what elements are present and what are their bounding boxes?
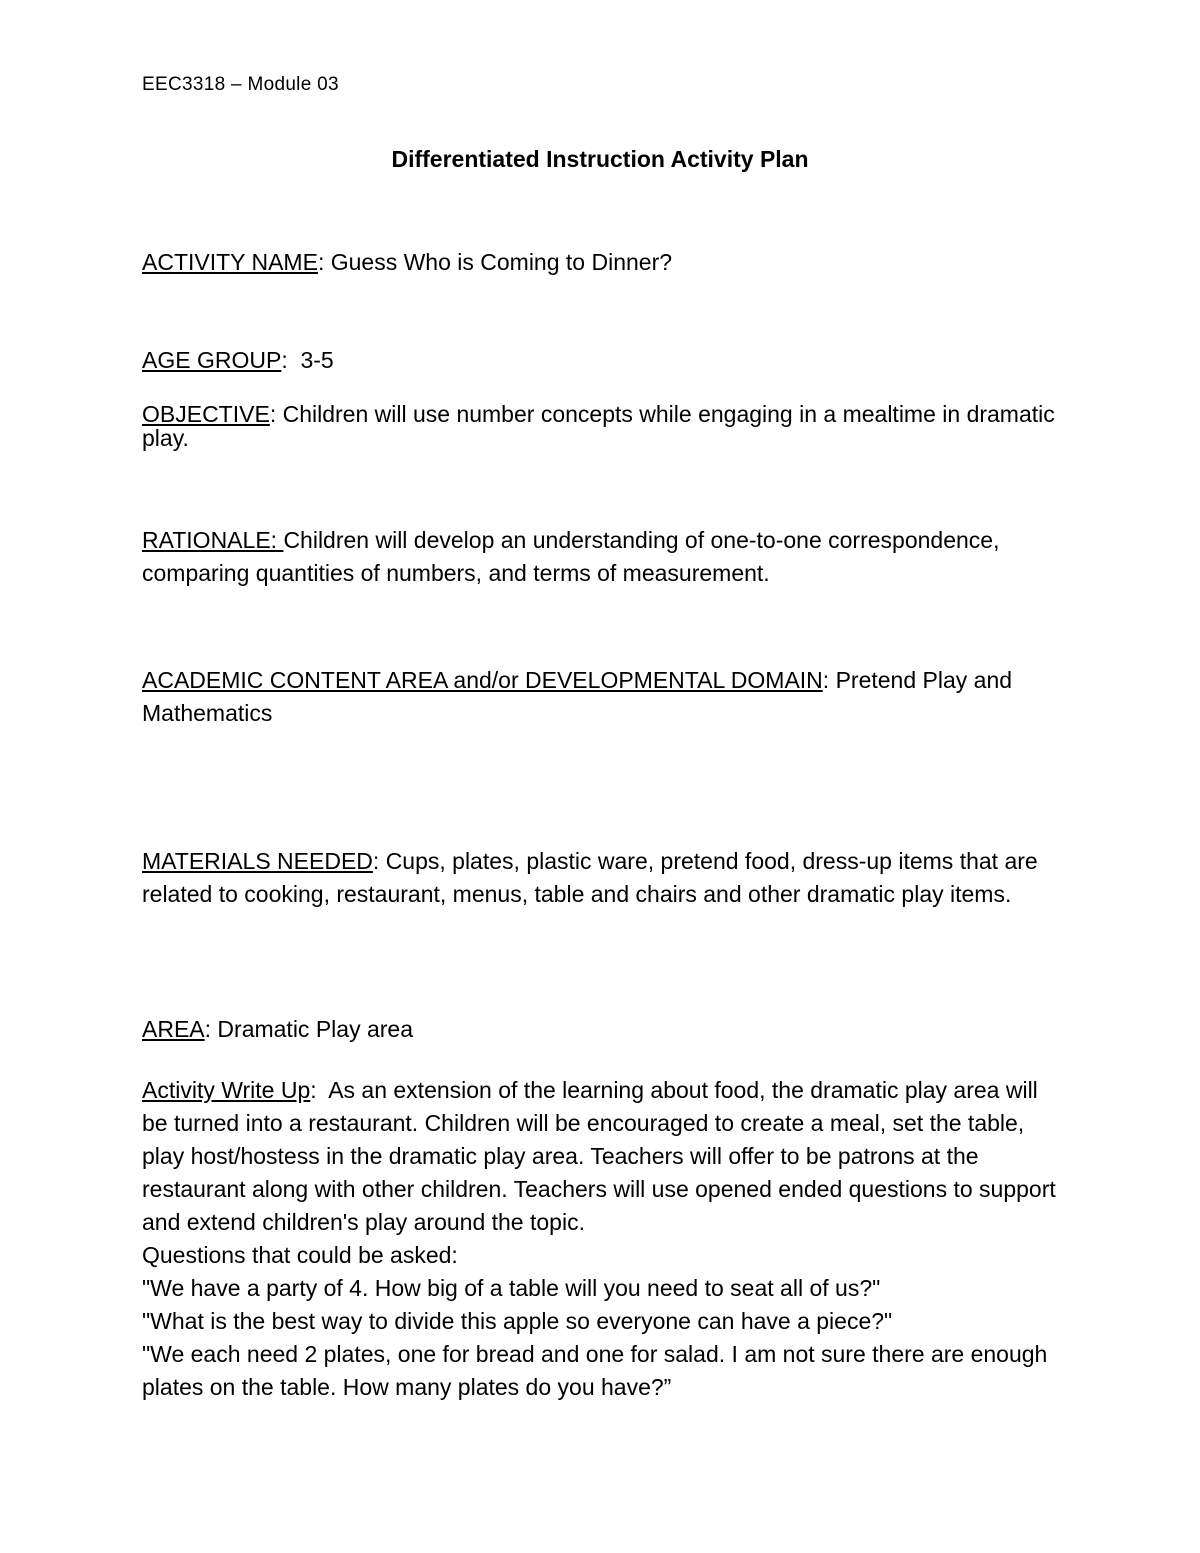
activity-write-up-label: Activity Write Up [142, 1077, 311, 1103]
area-separator: : [204, 1016, 218, 1042]
age-group-label: AGE GROUP [142, 347, 282, 373]
document-title: Differentiated Instruction Activity Plan [391, 146, 809, 172]
activity-name-field [142, 246, 1062, 279]
activity-name-value: Guess Who is Coming to Dinner? [330, 249, 673, 275]
rationale-value: Children will develop an understanding of one-to-one correspondence, comparing quantities of numbers, and terms of measurement. [142, 527, 1000, 586]
content-area-separator: : [822, 667, 836, 693]
question-item: "What is the best way to divide this apple so everyone can have a piece?" [142, 1308, 893, 1334]
materials-field [142, 845, 1062, 911]
question-item: "We have a party of 4. How big of a table will you need to seat all of us?" [142, 1275, 881, 1301]
materials-value: Cups, plates, plastic ware, pretend food, dress-up items that are related to cooking, restaurant, menus, table and chairs and other dramatic play items. [142, 848, 1038, 907]
area-label: AREA [142, 1016, 205, 1042]
objective-separator: : [269, 401, 283, 427]
activity-name-separator: : [317, 249, 331, 275]
age-group-separator: : [281, 347, 301, 373]
content-area-field [142, 664, 1062, 730]
content-area-label: ACADEMIC CONTENT AREA and/or DEVELOPMENTAL DOMAIN [142, 667, 823, 693]
age-group-value: 3-5 [300, 347, 334, 373]
objective-value: Children will use number concepts while engaging in a mealtime in dramatic play. [142, 401, 1055, 451]
activity-write-up-paragraph [142, 1074, 1062, 1239]
age-group-field [142, 344, 1062, 377]
activity-write-up-separator: : [310, 1077, 329, 1103]
area-field [142, 1013, 1062, 1046]
questions-intro: Questions that could be asked: [142, 1242, 458, 1268]
objective-field [142, 402, 1062, 450]
materials-separator: : [372, 848, 386, 874]
activity-name-label: ACTIVITY NAME [142, 249, 318, 275]
materials-label: MATERIALS NEEDED [142, 848, 373, 874]
question-item: "We each need 2 plates, one for bread and one for salad. I am not sure there are enough plates on the table. How many plates do you have?” [142, 1341, 1048, 1400]
rationale-field [142, 524, 1062, 590]
content-area-value: Pretend Play and Mathematics [142, 667, 1013, 726]
objective-label: OBJECTIVE [142, 401, 270, 427]
area-value: Dramatic Play area [217, 1016, 413, 1042]
activity-write-up-field [142, 1074, 1062, 1404]
activity-write-up-value: As an extension of the learning about food, the dramatic play area will be turned into a restaurant. Children will be encouraged to create a meal, set the table, play host/hostess in the dramatic play area. Teachers will offer to be patrons at the restaurant along with other children. Teachers will use opened ended questions to support and extend children's play around the topic. [142, 1077, 1056, 1235]
rationale-label: RATIONALE: [142, 527, 284, 553]
course-module-header: EEC3318 – Module 03 [142, 74, 339, 95]
